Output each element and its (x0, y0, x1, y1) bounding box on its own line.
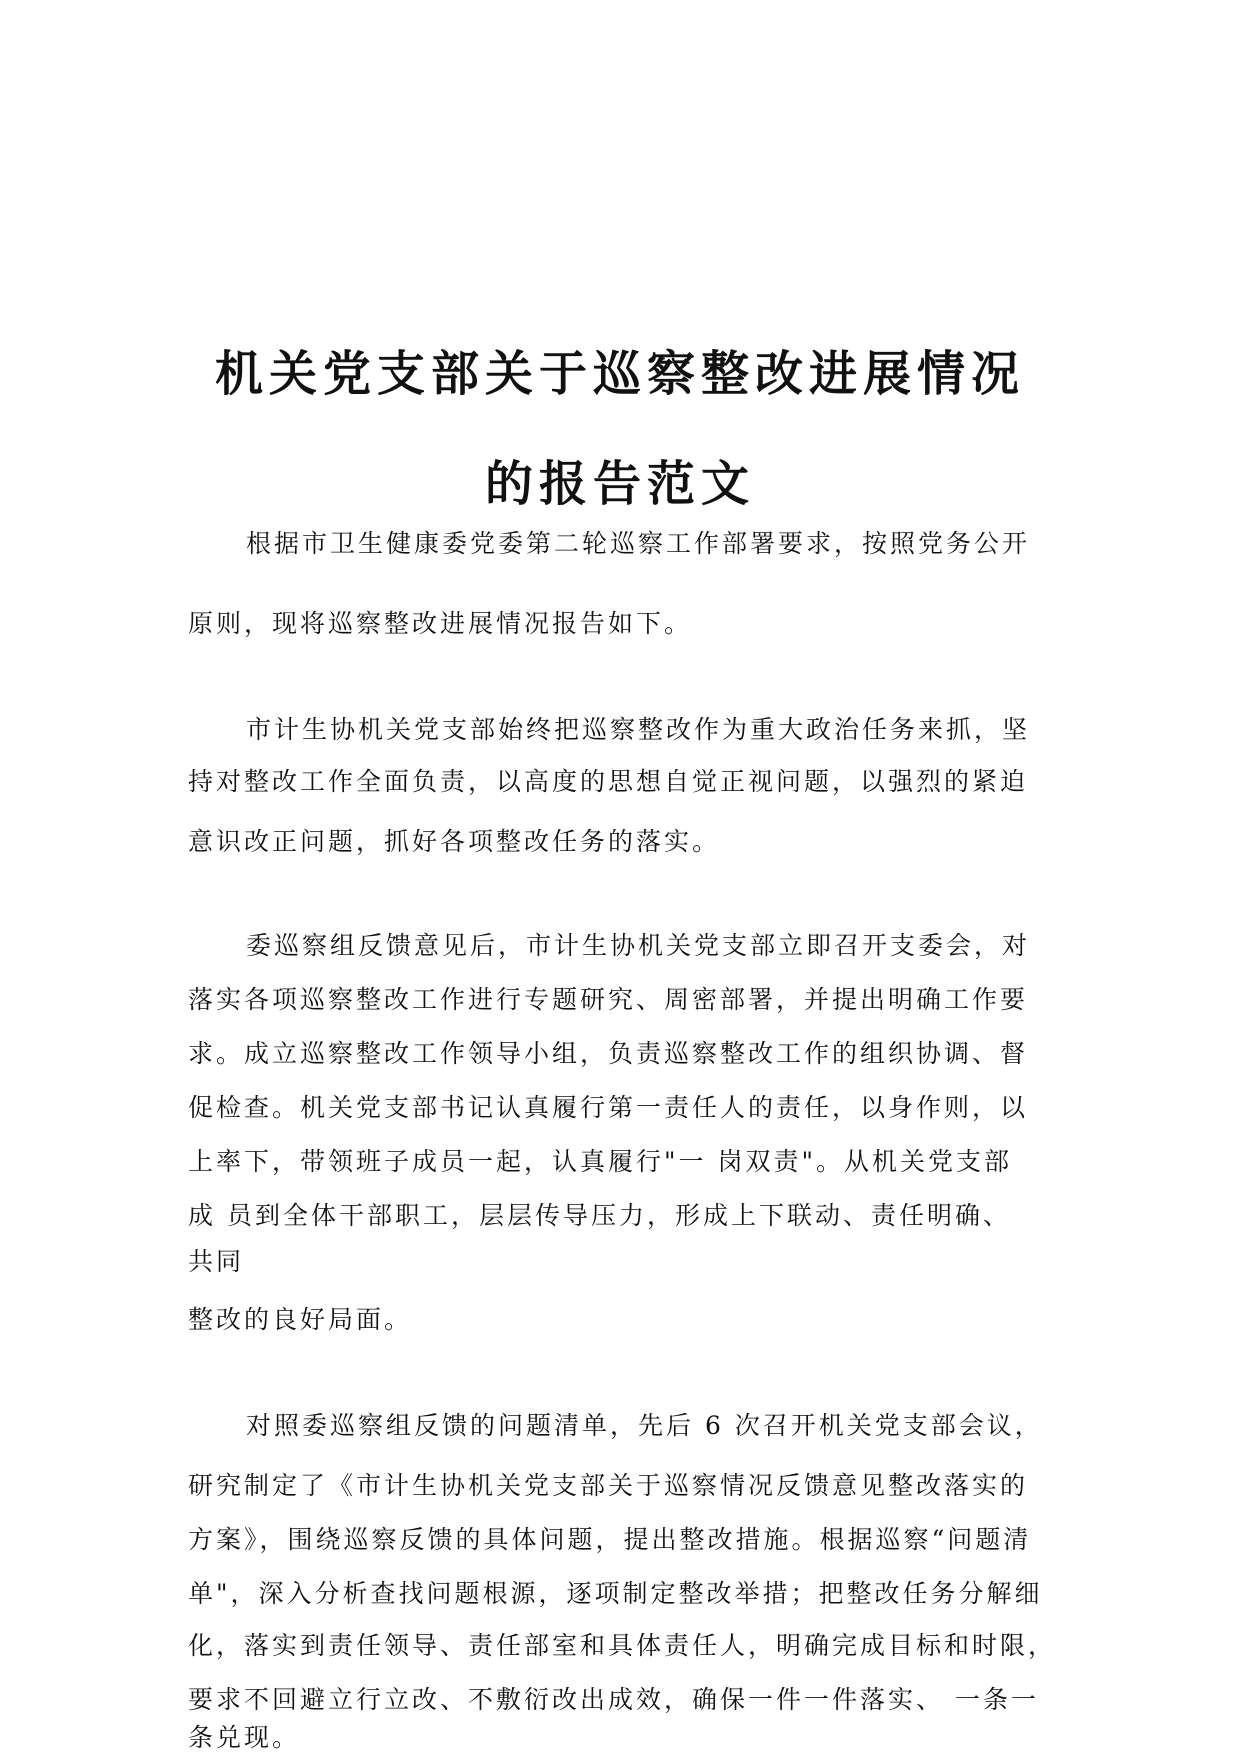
document-title-line-2: 的报告范文 (484, 456, 755, 512)
paragraph-2-line-1: 市计生协机关党支部始终把巡察整改作为重大政治任务来抓，坚 (246, 715, 1031, 744)
paragraph-4-line-2: 研究制定了《市计生协机关党支部关于巡察情况反馈意见整改落实的 (188, 1471, 1029, 1500)
paragraph-3-line-6: 成 员到全体干部职工，层层传导压力，形成上下联动、责任明确、 (188, 1201, 1011, 1230)
paragraph-3-line-5: 上率下，带领班子成员一起，认真履行"一 岗双责"。从机关党支部 (188, 1147, 1012, 1176)
paragraph-2-line-3: 意识改正问题，抓好各项整改任务的落实。 (188, 827, 721, 856)
paragraph-1-line-1: 根据市卫生健康委党委第二轮巡察工作部署要求，按照党务公开 (246, 529, 1031, 558)
paragraph-3-line-8: 整改的良好局面。 (188, 1305, 413, 1334)
paragraph-4-line-1: 对照委巡察组反馈的问题清单，先后 6 次召开机关党支部会议， (246, 1411, 1043, 1440)
paragraph-4-line-6: 要求不回避立行立改、不敷衍改出成效，确保一件一件落实、 一条一 (188, 1685, 1039, 1714)
paragraph-3-line-2: 落实各项巡察整改工作进行专题研究、周密部署，并提出明确工作要 (188, 985, 1029, 1014)
paragraph-4-line-5: 化，落实到责任领导、责任部室和具体责任人，明确完成目标和时限， (188, 1631, 1057, 1660)
paragraph-4-line-4: 单"，深入分析查找问题根源，逐项制定整改举措；把整改任务分解细 (188, 1579, 1043, 1608)
paragraph-3-line-3: 求。成立巡察整改工作领导小组，负责巡察整改工作的组织协调、督 (188, 1039, 1029, 1068)
paragraph-3-line-4: 促检查。机关党支部书记认真履行第一责任人的责任，以身作则，以 (188, 1093, 1029, 1122)
paragraph-3-line-1: 委巡察组反馈意见后，市计生协机关党支部立即召开支委会，对 (246, 931, 1031, 960)
paragraph-1-line-2: 原则，现将巡察整改进展情况报告如下。 (188, 609, 693, 638)
document-title-line-1: 机关党支部关于巡察整改进展情况 (214, 346, 1025, 402)
paragraph-4-line-7: 条兑现。 (188, 1723, 301, 1752)
paragraph-3-line-7: 共同 (188, 1247, 245, 1276)
paragraph-2-line-2: 持对整改工作全面负责，以高度的思想自觉正视问题，以强烈的紧迫 (188, 767, 1029, 796)
paragraph-4-line-3: 方案》，围绕巡察反馈的具体问题，提出整改措施。根据巡察“问题清 (188, 1525, 1032, 1554)
